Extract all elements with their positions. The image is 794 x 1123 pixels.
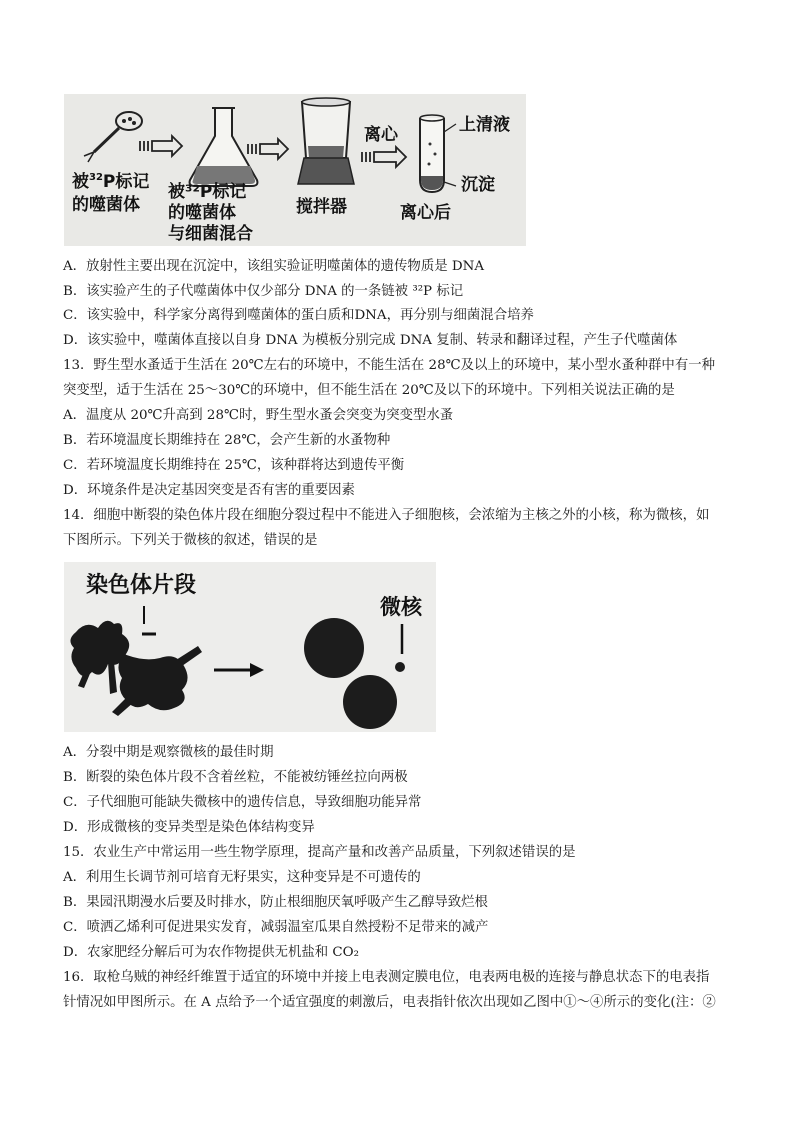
q13-option-b: B．若环境温度长期维持在 28℃，会产生新的水蚤物种 bbox=[63, 433, 391, 448]
q14-option-c: C．子代细胞可能缺失微核中的遗传信息，导致细胞功能异常 bbox=[63, 795, 422, 810]
label-phage-line2: 的噬菌体 bbox=[72, 195, 140, 215]
micronucleus-diagram bbox=[64, 562, 436, 732]
blender-icon bbox=[298, 98, 354, 184]
label-phage-line1: 被$^{32}$P标记 bbox=[72, 172, 150, 192]
label-mix-line2: 的噬菌体 bbox=[168, 203, 236, 223]
chromosome-cluster-icon bbox=[70, 621, 202, 716]
arrow-icon bbox=[140, 136, 182, 156]
main-nucleus-icon bbox=[304, 618, 364, 678]
label-micronucleus: 微核 bbox=[380, 595, 422, 619]
q14-option-d: D．形成微核的变异类型是染色体结构变异 bbox=[63, 820, 315, 835]
q12-option-c: C．该实验中，科学家分离得到噬菌体的蛋白质和DNA，再分别与细菌混合培养 bbox=[63, 308, 534, 323]
main-nucleus-icon bbox=[343, 675, 397, 729]
label-chromosome-fragment: 染色体片段 bbox=[86, 573, 197, 598]
label-mix-line3: 与细菌混合 bbox=[168, 224, 253, 244]
q13-option-c: C．若环境温度长期维持在 25℃，该种群将达到遗传平衡 bbox=[63, 458, 405, 473]
q13-option-a: A．温度从 20℃升高到 28℃时，野生型水蚤会突变为突变型水蚤 bbox=[63, 408, 454, 423]
q12-option-b: B．该实验产生的子代噬菌体中仅少部分 DNA 的一条链被 ³²P 标记 bbox=[63, 284, 464, 299]
arrow-icon bbox=[248, 139, 288, 159]
test-tube-icon bbox=[420, 115, 456, 192]
q15-option-a: A．利用生长调节剂可培育无籽果实，这种变异是不可遗传的 bbox=[63, 870, 421, 885]
q15-option-c: C．喷洒乙烯利可促进果实发育，减弱温室瓜果自然授粉不足带来的减产 bbox=[63, 920, 489, 935]
phage-experiment-diagram bbox=[64, 94, 526, 246]
q15-option-d: D．农家肥经分解后可为农作物提供无机盐和 CO₂ bbox=[63, 945, 360, 960]
arrow-icon bbox=[214, 663, 264, 677]
arrow-icon bbox=[362, 147, 406, 167]
label-supernatant: 上清液 bbox=[459, 115, 510, 135]
q14-stem-line1: 14．细胞中断裂的染色体片段在细胞分裂过程中不能进入子细胞核，会浓缩为主核之外的小核，称为微核，如 bbox=[63, 508, 710, 523]
phage-icon bbox=[84, 112, 142, 162]
q15-stem: 15．农业生产中常运用一些生物学原理，提高产量和改善产品质量，下列叙述错误的是 bbox=[63, 845, 576, 860]
label-centrifuge: 离心 bbox=[364, 125, 398, 145]
q14-option-a: A．分裂中期是观察微核的最佳时期 bbox=[63, 745, 274, 760]
label-blender: 搅拌器 bbox=[296, 197, 347, 217]
figure-phage-experiment bbox=[64, 94, 526, 246]
q12-option-d: D．该实验中，噬菌体直接以自身 DNA 为模板分别完成 DNA 复制、转录和翻译过程，产生子代噬菌体 bbox=[63, 333, 678, 348]
micronucleus-icon bbox=[395, 662, 405, 672]
q14-option-b: B．断裂的染色体片段不含着丝粒，不能被纺锤丝拉向两极 bbox=[63, 770, 408, 785]
q16-stem-line1: 16．取枪乌贼的神经纤维置于适宜的环境中并接上电表测定膜电位，电表两电极的连接与静息状态下的电表指 bbox=[63, 970, 710, 985]
label-mix-line1: 被³²P标记 bbox=[168, 182, 247, 202]
label-precipitate: 沉淀 bbox=[461, 175, 495, 195]
q13-stem-line2: 突变型，适于生活在 25～30℃的环境中，但不能生活在 20℃及以下的环境中。下列相关说法正确的是 bbox=[63, 383, 675, 398]
q13-stem-line1: 13．野生型水蚤适于生活在 20℃左右的环境中，不能生活在 28℃及以上的环境中，某小型水蚤种群中有一种 bbox=[63, 358, 715, 373]
figure-micronucleus bbox=[64, 562, 436, 732]
q13-option-d: D．环境条件是决定基因突变是否有害的重要因素 bbox=[63, 483, 355, 498]
q15-option-b: B．果园汛期漫水后要及时排水，防止根细胞厌氧呼吸产生乙醇导致烂根 bbox=[63, 895, 488, 910]
q14-stem-line2: 下图所示。下列关于微核的叙述，错误的是 bbox=[63, 533, 318, 548]
label-after-centrifuge: 离心后 bbox=[400, 203, 451, 223]
q16-stem-line2: 针情况如甲图所示。在 A 点给予一个适宜强度的刺激后，电表指针依次出现如乙图中①～④所示的变化(注：② bbox=[63, 995, 716, 1010]
q12-option-a: A．放射性主要出现在沉淀中，该组实验证明噬菌体的遗传物质是 DNA bbox=[63, 259, 484, 274]
